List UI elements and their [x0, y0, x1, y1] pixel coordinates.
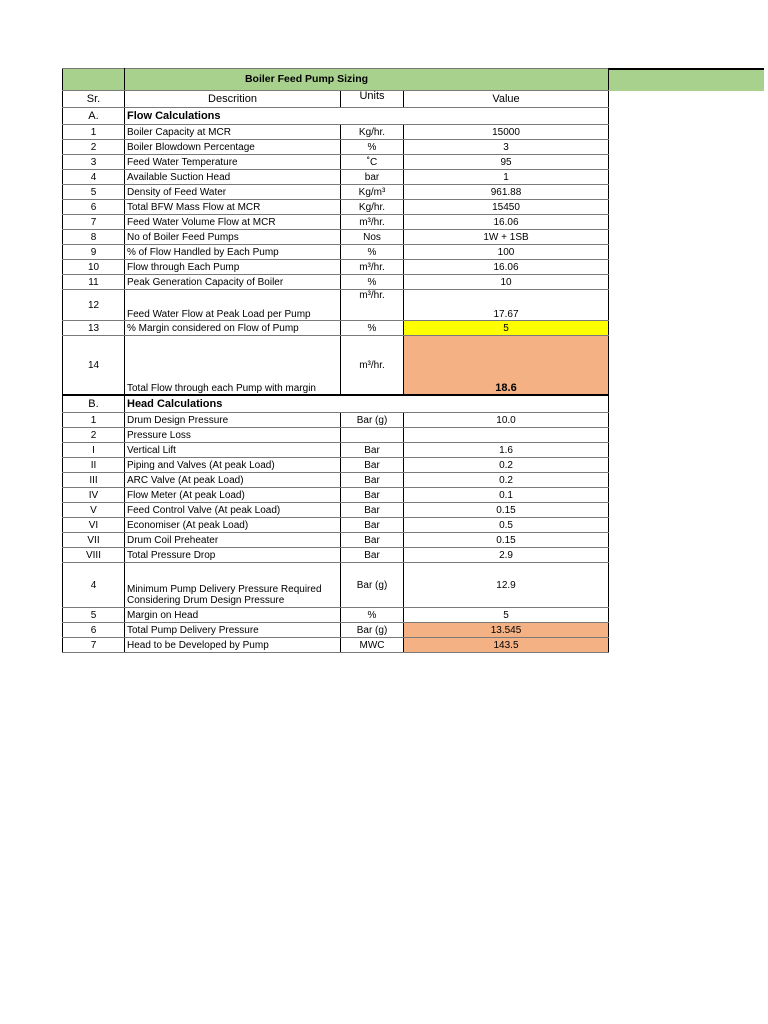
table-row	[63, 275, 609, 290]
row-unit: Bar (g)	[341, 623, 404, 638]
row-sr: 7	[63, 215, 125, 230]
row-sr: 6	[63, 200, 125, 215]
row-unit: Kg/hr.	[341, 125, 404, 140]
row-description: Piping and Valves (At peak Load)	[125, 458, 341, 473]
pump-sizing-table	[62, 68, 609, 653]
row-sr: VII	[63, 533, 125, 548]
row-description: Feed Water Temperature	[125, 155, 341, 170]
row-description: Available Suction Head	[125, 170, 341, 185]
row-description-line2: Considering Drum Design Pressure	[127, 595, 285, 606]
row-description: Drum Coil Preheater	[125, 533, 341, 548]
section-b-title: Head Calculations	[125, 395, 609, 413]
table-row	[63, 200, 609, 215]
section-a-title: Flow Calculations	[125, 108, 609, 125]
table-row	[63, 413, 609, 428]
row-unit: Bar	[341, 458, 404, 473]
row-unit: Bar	[341, 473, 404, 488]
title-band-extension	[608, 68, 764, 91]
row-description: Boiler Capacity at MCR	[125, 125, 341, 140]
row-description: Drum Design Pressure	[125, 413, 341, 428]
row-sr: 2	[63, 428, 125, 443]
row-sr: 4	[63, 170, 125, 185]
row-value: 1.6	[404, 443, 609, 458]
header-sr: Sr.	[63, 91, 125, 108]
row-value: 100	[404, 245, 609, 260]
row-unit: Bar	[341, 443, 404, 458]
row-unit: Bar	[341, 518, 404, 533]
row-value: 1W + 1SB	[404, 230, 609, 245]
row-description: Pressure Loss	[125, 428, 341, 443]
row-value: 95	[404, 155, 609, 170]
row-unit: Bar	[341, 503, 404, 518]
row-description: Vertical Lift	[125, 443, 341, 458]
row-unit: m³/hr.	[341, 215, 404, 230]
row-unit: MWC	[341, 638, 404, 653]
row-sr: 13	[63, 321, 125, 336]
table-row	[63, 638, 609, 653]
row-unit: bar	[341, 170, 404, 185]
row-description: Flow Meter (At peak Load)	[125, 488, 341, 503]
row-description: Total Flow through each Pump with margin	[125, 336, 341, 396]
row-sr: II	[63, 458, 125, 473]
table-row	[63, 548, 609, 563]
row-value: 16.06	[404, 260, 609, 275]
row-sr: 7	[63, 638, 125, 653]
row-unit: m³/hr.	[341, 260, 404, 275]
row-unit: m³/hr.	[341, 290, 404, 321]
row-sr: 6	[63, 623, 125, 638]
row-sr: 14	[63, 336, 125, 396]
row-value: 961.88	[404, 185, 609, 200]
row-unit: %	[341, 140, 404, 155]
row-sr: 12	[63, 290, 125, 321]
table-row	[63, 321, 609, 336]
row-description: Peak Generation Capacity of Boiler	[125, 275, 341, 290]
row-description: Head to be Developed by Pump	[125, 638, 341, 653]
table-row	[63, 140, 609, 155]
row-value: 0.2	[404, 473, 609, 488]
row-value: 16.06	[404, 215, 609, 230]
row-value: 15000	[404, 125, 609, 140]
section-b-row	[63, 395, 609, 413]
row-description: Total Pressure Drop	[125, 548, 341, 563]
section-a-sr: A.	[63, 108, 125, 125]
table-row	[63, 533, 609, 548]
table-row	[63, 623, 609, 638]
table-row	[63, 290, 609, 321]
row-sr: IV	[63, 488, 125, 503]
row-sr: 4	[63, 563, 125, 608]
table-row	[63, 488, 609, 503]
row-description: Feed Control Valve (At peak Load)	[125, 503, 341, 518]
row-value: 0.15	[404, 533, 609, 548]
title-row	[63, 69, 609, 91]
row-unit: Bar (g)	[341, 413, 404, 428]
header-value: Value	[404, 91, 609, 108]
row-description: % of Flow Handled by Each Pump	[125, 245, 341, 260]
row-unit: %	[341, 608, 404, 623]
row-unit: m³/hr.	[341, 336, 404, 396]
table-row	[63, 125, 609, 140]
title-cell-sr	[63, 69, 125, 91]
row-description: ARC Valve (At peak Load)	[125, 473, 341, 488]
row-sr: 3	[63, 155, 125, 170]
row-unit: Kg/m³	[341, 185, 404, 200]
row-description: Boiler Blowdown Percentage	[125, 140, 341, 155]
header-row	[63, 91, 609, 108]
sheet-title: Boiler Feed Pump Sizing	[125, 69, 609, 91]
row-value: 0.1	[404, 488, 609, 503]
row-description: Economiser (At peak Load)	[125, 518, 341, 533]
table-row	[63, 563, 609, 608]
table-row	[63, 245, 609, 260]
row-unit: Bar	[341, 548, 404, 563]
table-row	[63, 260, 609, 275]
row-description: Total Pump Delivery Pressure	[125, 623, 341, 638]
section-a-row	[63, 108, 609, 125]
row-value: 1	[404, 170, 609, 185]
row-sr: 10	[63, 260, 125, 275]
row-description: Flow through Each Pump	[125, 260, 341, 275]
row-description: Total BFW Mass Flow at MCR	[125, 200, 341, 215]
row-description: % Margin considered on Flow of Pump	[125, 321, 341, 336]
row-sr: 11	[63, 275, 125, 290]
row-value: 5	[404, 321, 609, 336]
row-sr: VI	[63, 518, 125, 533]
row-unit: ˚C	[341, 155, 404, 170]
row-unit: Kg/hr.	[341, 200, 404, 215]
section-b-sr: B.	[63, 395, 125, 413]
row-sr: 8	[63, 230, 125, 245]
row-unit: Bar	[341, 488, 404, 503]
row-sr: 9	[63, 245, 125, 260]
row-description: Feed Water Volume Flow at MCR	[125, 215, 341, 230]
row-value: 15450	[404, 200, 609, 215]
row-sr: 1	[63, 413, 125, 428]
row-description: Margin on Head	[125, 608, 341, 623]
row-value: 0.15	[404, 503, 609, 518]
row-sr: III	[63, 473, 125, 488]
row-value	[404, 428, 609, 443]
row-unit: %	[341, 275, 404, 290]
table-row	[63, 518, 609, 533]
row-description-line1: Minimum Pump Delivery Pressure Required	[127, 584, 322, 595]
row-unit: Nos	[341, 230, 404, 245]
row-description: Feed Water Flow at Peak Load per Pump	[125, 290, 341, 321]
table-row	[63, 428, 609, 443]
row-value: 10	[404, 275, 609, 290]
row-value: 12.9	[404, 563, 609, 608]
table-row	[63, 336, 609, 396]
row-sr: V	[63, 503, 125, 518]
table-row	[63, 170, 609, 185]
row-value: 3	[404, 140, 609, 155]
row-unit: Bar (g)	[341, 563, 404, 608]
table-row	[63, 473, 609, 488]
row-description	[125, 563, 341, 608]
row-unit: %	[341, 245, 404, 260]
table-row	[63, 155, 609, 170]
table-row	[63, 230, 609, 245]
row-value: 10.0	[404, 413, 609, 428]
table-row	[63, 458, 609, 473]
row-value: 17.67	[404, 290, 609, 321]
table-row	[63, 185, 609, 200]
row-sr: 2	[63, 140, 125, 155]
row-sr: VIII	[63, 548, 125, 563]
row-sr: 1	[63, 125, 125, 140]
row-value: 5	[404, 608, 609, 623]
row-unit: Bar	[341, 533, 404, 548]
row-unit: %	[341, 321, 404, 336]
header-units: Units	[341, 91, 404, 108]
table-row	[63, 608, 609, 623]
row-value: 0.5	[404, 518, 609, 533]
row-sr: 5	[63, 608, 125, 623]
row-value: 18.6	[404, 336, 609, 396]
row-value: 2.9	[404, 548, 609, 563]
row-description: Density of Feed Water	[125, 185, 341, 200]
table-row	[63, 215, 609, 230]
row-value: 0.2	[404, 458, 609, 473]
row-unit	[341, 428, 404, 443]
table-row	[63, 503, 609, 518]
row-description: No of Boiler Feed Pumps	[125, 230, 341, 245]
header-description: Descrition	[125, 91, 341, 108]
table-row	[63, 443, 609, 458]
row-value: 13.545	[404, 623, 609, 638]
row-sr: I	[63, 443, 125, 458]
row-value: 143.5	[404, 638, 609, 653]
row-sr: 5	[63, 185, 125, 200]
